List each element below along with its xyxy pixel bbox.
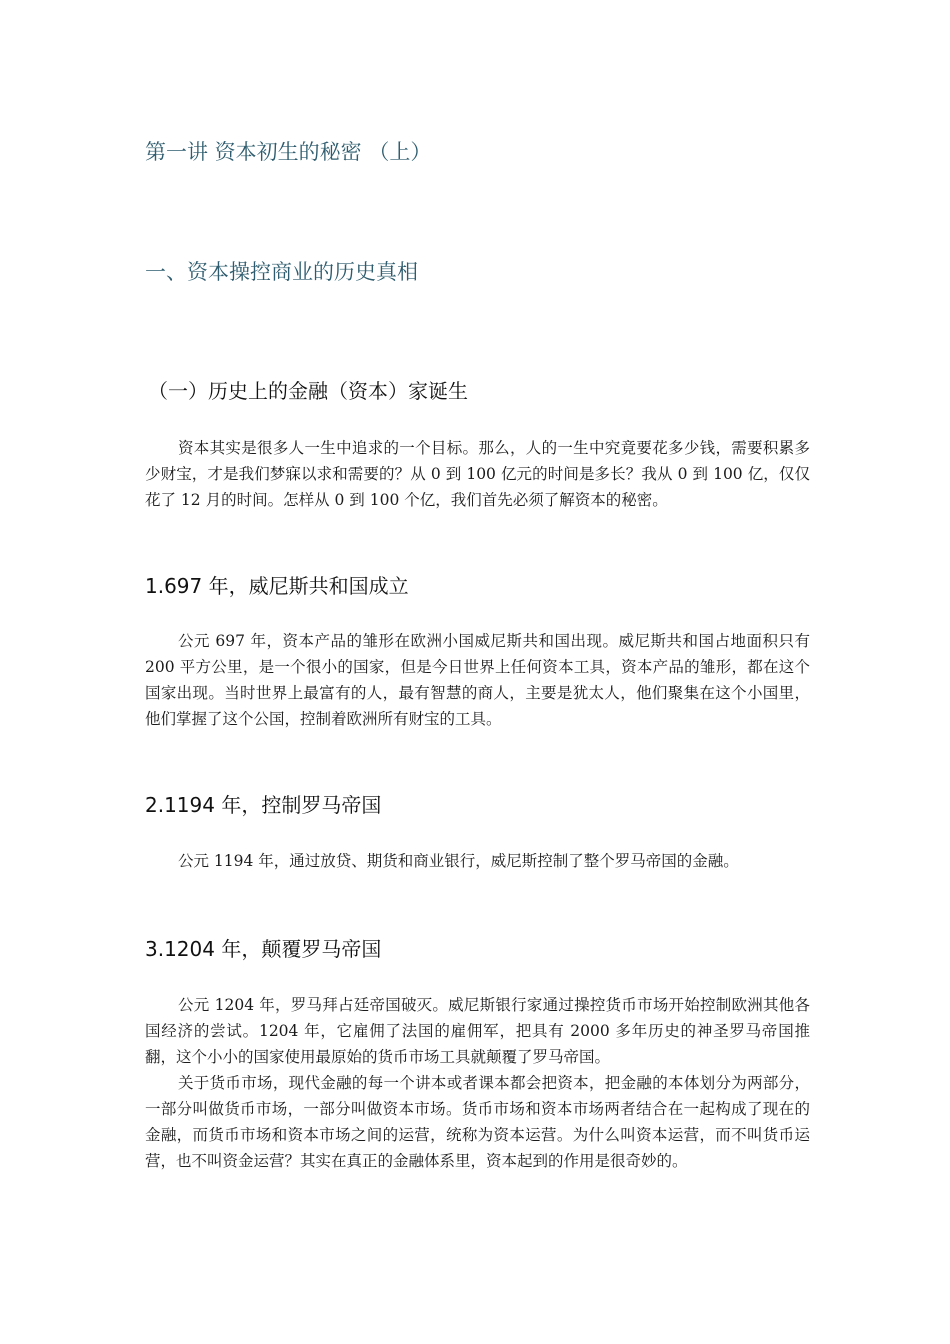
section-heading-697: 1.697 年，威尼斯共和国成立	[145, 574, 409, 598]
intro-paragraph: 资本其实是很多人一生中追求的一个目标。那么，人的一生中究竟要花多少钱，需要积累多少财宝，才是我们梦寐以求和需要的？从 0 到 100 亿元的时间是多长？我从 0 到 100 亿，仅仅花了 12 月的时间。怎样从 0 到 100 个亿，我们首先必须了解资本的秘密。	[145, 439, 810, 509]
lecture-title: 第一讲 资本初生的秘密 （上）	[145, 140, 432, 164]
subsection-title: （一）历史上的金融（资本）家诞生	[148, 379, 468, 403]
paragraph-money-market: 关于货币市场，现代金融的每一个讲本或者课本都会把资本，把金融的本体划分为两部分，一部分叫做货币市场，一部分叫做资本市场。货币市场和资本市场两者结合在一起构成了现在的金融，而货币市场和资本市场之间的运营，统称为资本运营。为什么叫资本运营，而不叫货币运营，也不叫资金运营？其实在真正的金融体系里，资本起到的作用是很奇妙的。	[145, 1074, 810, 1170]
section-title: 一、资本操控商业的历史真相	[145, 260, 418, 284]
paragraph-1204: 公元 1204 年，罗马拜占廷帝国破灭。威尼斯银行家通过操控货币市场开始控制欧洲其他各国经济的尝试。1204 年，它雇佣了法国的雇佣军，把具有 2000 多年历史的神圣罗马帝国推翻，这个小小的国家使用最原始的货币市场工具就颠覆了罗马帝国。	[145, 996, 810, 1066]
paragraph-1194: 公元 1194 年，通过放贷、期货和商业银行，威尼斯控制了整个罗马帝国的金融。	[178, 852, 739, 870]
paragraph-697: 公元 697 年，资本产品的雏形在欧洲小国威尼斯共和国出现。威尼斯共和国占地面积只有 200 平方公里，是一个很小的国家，但是今日世界上任何资本工具，资本产品的雏形，都在这个国家出现。当时世界上最富有的人，最有智慧的商人，主要是犹太人，他们聚集在这个小国里，他们掌握了这个公国，控制着欧洲所有财宝的工具。	[145, 632, 810, 728]
section-heading-1204: 3.1204 年，颠覆罗马帝国	[145, 937, 382, 961]
section-heading-1194: 2.1194 年，控制罗马帝国	[145, 793, 382, 817]
